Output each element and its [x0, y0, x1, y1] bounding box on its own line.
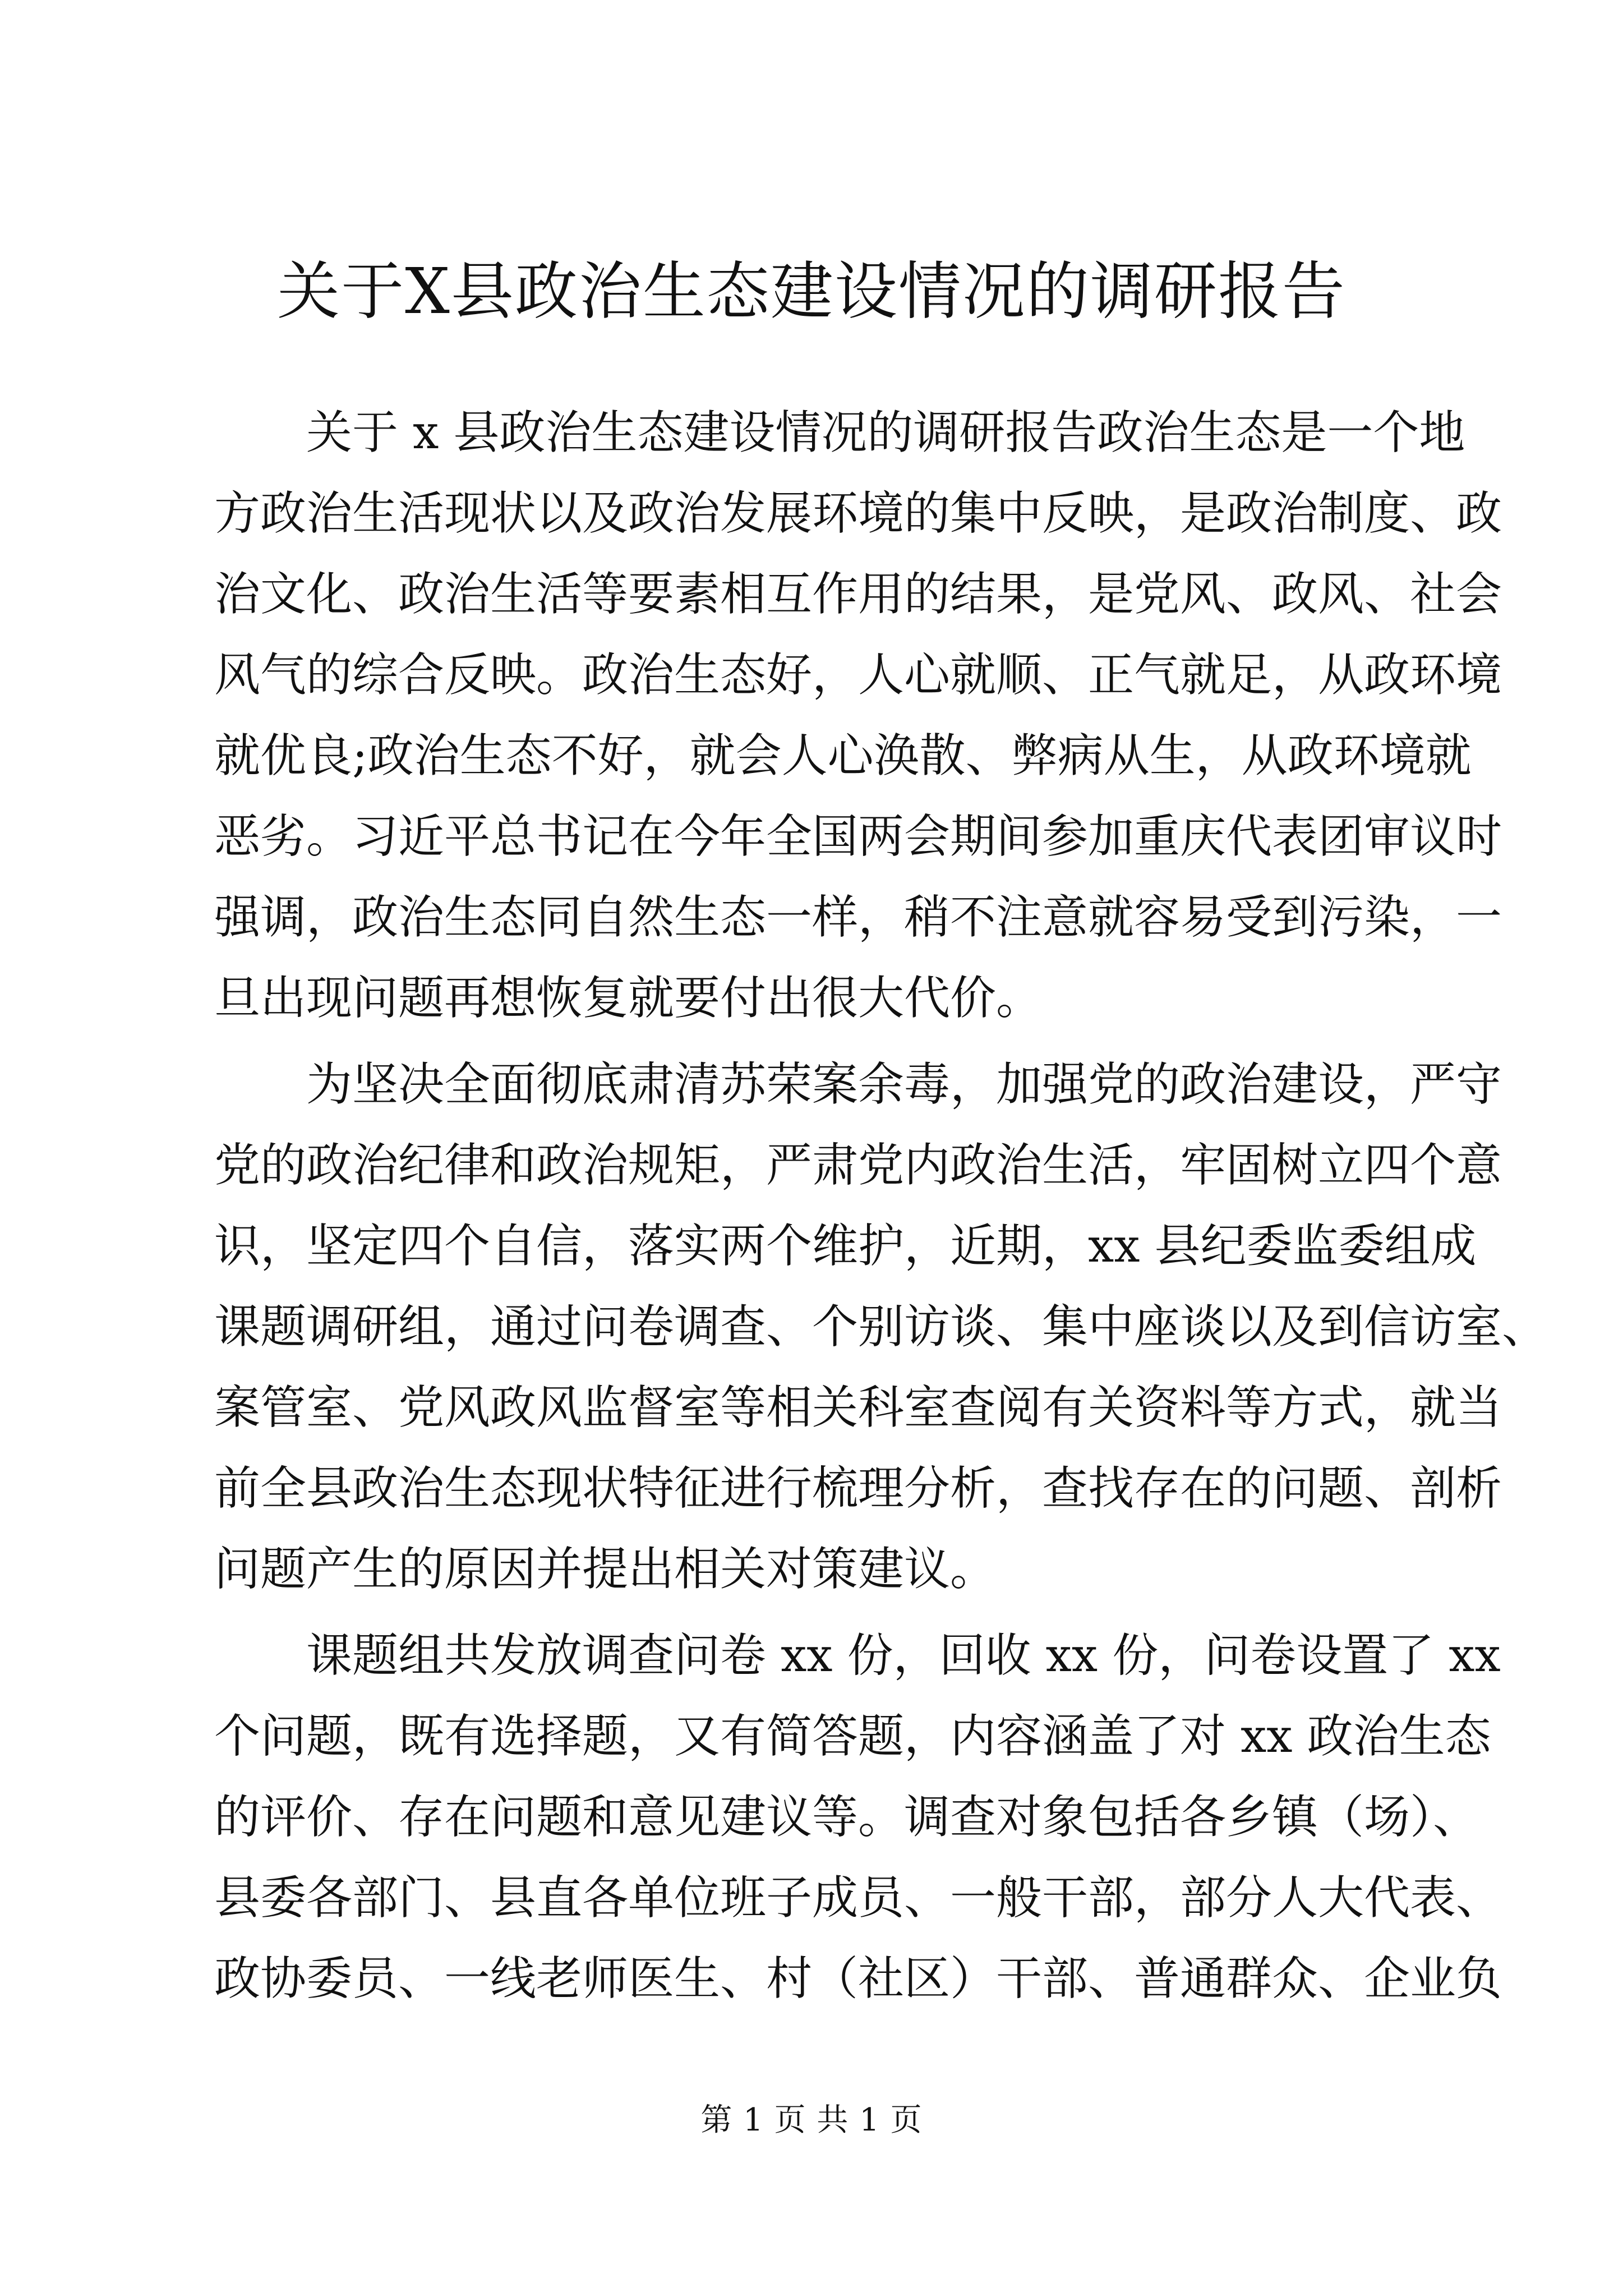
paragraph-1 — [214, 393, 1502, 1039]
paragraph-line: 关于 x 县政治生态建设情况的调研报告政治生态是一个地 — [306, 406, 1465, 459]
paragraph-line: 识，坚定四个自信，落实两个维护，近期，xx 县纪委监委组成 — [214, 1220, 1477, 1273]
paragraph-line: 旦出现问题再想恢复就要付出很大代价。 — [214, 972, 1043, 1025]
paragraph-line: 课题组共发放调查问卷 xx 份，回收 xx 份，问卷设置了 xx — [306, 1629, 1501, 1682]
paragraph-line: 个问题，既有选择题，又有简答题，内容涵盖了对 xx 政治生态 — [214, 1710, 1491, 1763]
paragraph-line: 前全县政治生态现状特征进行梳理分析，查找存在的问题、剖析 — [214, 1462, 1502, 1515]
paragraph-line: 风气的综合反映。政治生态好，人心就顺、正气就足，从政环境 — [214, 648, 1502, 702]
paragraph-line: 治文化、政治生活等要素相互作用的结果，是党风、政风、社会 — [214, 568, 1502, 621]
paragraph-line: 政协委员、一线老师医生、村（社区）干部、普通群众、企业负 — [214, 1952, 1502, 2005]
document-title: 关于X县政治生态建设情况的调研报告 — [277, 255, 1346, 328]
paragraph-line: 强调，政治生态同自然生态一样，稍不注意就容易受到污染，一 — [214, 891, 1502, 944]
paragraph-2 — [214, 1045, 1548, 1610]
paragraph-line: 的评价、存在问题和意见建议等。调查对象包括各乡镇（场）、 — [214, 1791, 1479, 1844]
document-body — [214, 393, 1548, 2019]
paragraph-line: 为坚决全面彻底肃清苏荣案余毒，加强党的政治建设，严守 — [306, 1058, 1502, 1111]
paragraph-3 — [214, 1616, 1502, 2019]
paragraph-line: 党的政治纪律和政治规矩，严肃党内政治生活，牢固树立四个意 — [214, 1139, 1502, 1192]
paragraph-line: 方政治生活现状以及政治发展环境的集中反映，是政治制度、政 — [214, 487, 1502, 540]
paragraph-line: 恶劣。习近平总书记在今年全国两会期间参加重庆代表团审议时 — [214, 810, 1502, 863]
paragraph-line: 案管室、党风政风监督室等相关科室查阅有关资料等方式，就当 — [214, 1381, 1502, 1434]
page-footer: 第 1 页 共 1 页 — [700, 2102, 923, 2138]
paragraph-line: 课题调研组，通过问卷调查、个别访谈、集中座谈以及到信访室、 — [214, 1300, 1548, 1354]
paragraph-line: 县委各部门、县直各单位班子成员、一般干部，部分人大代表、 — [214, 1871, 1502, 1925]
paragraph-line: 就优良;政治生态不好，就会人心涣散、弊病从生，从政环境就 — [214, 729, 1472, 783]
paragraph-line: 问题产生的原因并提出相关对策建议。 — [214, 1543, 997, 1596]
